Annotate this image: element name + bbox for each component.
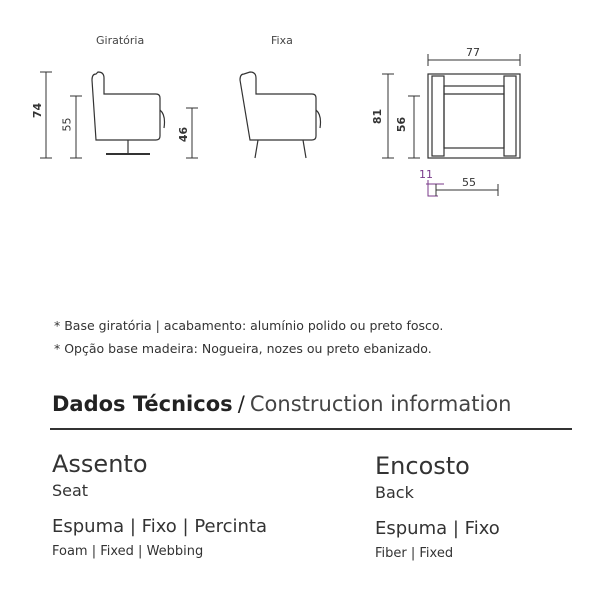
section-title-separator: / [237,392,245,416]
dimension-arm-height: 46 [177,126,191,143]
fixed-view-label: Fixa [271,34,293,47]
back-heading-pt: Encosto [375,452,470,480]
section-divider [50,428,572,430]
swivel-view-label: Giratória [96,34,145,47]
section-title-en: Construction information [249,392,512,416]
fixed-chair-drawing [240,72,321,158]
dimension-plan-total-height: 81 [371,108,385,125]
back-heading-en: Back [375,483,414,502]
section-title-pt: Dados Técnicos [52,392,233,416]
note-swivel-base: * Base giratória | acabamento: alumínio polido ou preto fosco. [54,318,444,333]
seat-heading-en: Seat [52,481,89,500]
swivel-chair-drawing [92,72,165,154]
dimension-detail-small: 11 [419,168,433,181]
dimension-detail-width: 55 [462,176,476,189]
seat-spec-pt: Espuma | Fixo | Percinta [52,516,268,537]
note-wood-base: * Opção base madeira: Nogueira, nozes ou preto ebanizado. [54,341,432,356]
plan-view-drawing [428,74,520,158]
dimension-plan-depth: 56 [395,116,409,133]
seat-heading-pt: Assento [52,450,148,478]
dimension-plan-width: 77 [466,46,480,59]
back-spec-pt: Espuma | Fixo [375,518,500,539]
dimension-seat-height: 55 [60,117,74,132]
section-title [52,392,511,416]
back-spec-en: Fiber | Fixed [375,546,454,561]
dimension-total-height: 74 [31,102,45,119]
technical-drawings [0,0,600,220]
seat-spec-en: Foam | Fixed | Webbing [52,544,204,559]
